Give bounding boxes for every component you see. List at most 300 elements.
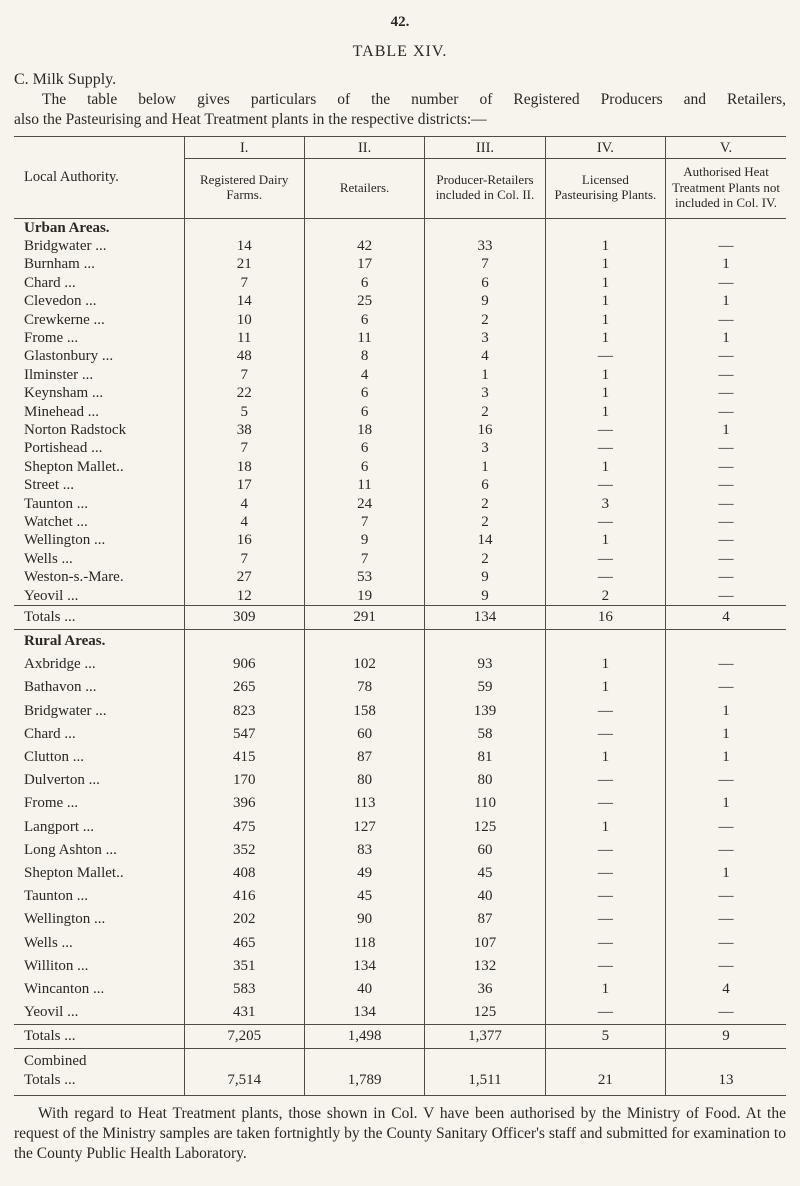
value-cell: 139	[425, 700, 545, 723]
value-cell: 4	[184, 495, 304, 513]
authority-name: Taunton ...	[24, 495, 88, 512]
value-cell: 60	[304, 723, 424, 746]
value-cell: 1	[545, 531, 665, 549]
empty-cell	[666, 218, 786, 237]
value-cell: 40	[425, 885, 545, 908]
value-cell: 80	[304, 769, 424, 792]
value-cell: —	[666, 839, 786, 862]
value-cell: 1	[545, 311, 665, 329]
authority-name: Wellington ...	[24, 532, 106, 549]
value-cell: 81	[425, 746, 545, 769]
value-cell: 5	[184, 403, 304, 421]
authority-name: Minehead ...	[24, 403, 99, 420]
table-row	[14, 769, 786, 792]
value-cell: —	[666, 550, 786, 568]
value-cell: 21	[184, 255, 304, 273]
intro-line-1: The table below gives particulars of the number of Registered Producers and Retailers,	[42, 91, 786, 108]
authority-name: Axbridge ...	[24, 656, 96, 673]
value-cell: 2	[425, 513, 545, 531]
value-cell: 1	[545, 384, 665, 402]
table-row	[14, 531, 786, 549]
value-cell: —	[666, 676, 786, 699]
table-row	[14, 513, 786, 531]
value-cell: 19	[304, 587, 424, 606]
table-row	[14, 653, 786, 676]
table-row	[14, 839, 786, 862]
value-cell: 18	[184, 458, 304, 476]
value-cell: 40	[304, 978, 424, 1001]
value-cell: 2	[545, 587, 665, 606]
value-cell: 42	[304, 237, 424, 255]
value-cell: —	[666, 458, 786, 476]
value-cell: —	[545, 932, 665, 955]
value-cell: 58	[425, 723, 545, 746]
local-authority-header: Local Authority.	[14, 137, 184, 219]
section-title: C. Milk Supply.	[14, 71, 117, 88]
col-numeral-4: IV.	[545, 137, 665, 159]
value-cell: 38	[184, 421, 304, 439]
combined-value-3: 1,511	[425, 1049, 545, 1096]
value-cell: 1	[545, 676, 665, 699]
empty-cell	[425, 630, 545, 654]
value-cell: 396	[184, 792, 304, 815]
table-row	[14, 676, 786, 699]
value-cell: 416	[184, 885, 304, 908]
value-cell: 134	[304, 1001, 424, 1025]
authority-name: Yeovil ...	[24, 587, 79, 604]
empty-cell	[545, 218, 665, 237]
section-label: Urban Areas.	[24, 219, 110, 236]
value-cell: —	[545, 862, 665, 885]
table-row	[14, 458, 786, 476]
value-cell: 125	[425, 1001, 545, 1025]
value-cell: 6	[304, 458, 424, 476]
empty-cell	[184, 218, 304, 237]
table-row	[14, 237, 786, 255]
authority-name: Taunton ...	[24, 888, 88, 905]
authority-name: Shepton Mallet..	[24, 865, 124, 882]
value-cell: 906	[184, 653, 304, 676]
table-row	[14, 476, 786, 494]
value-cell: 11	[304, 476, 424, 494]
value-cell: 583	[184, 978, 304, 1001]
authority-name: Watchet ...	[24, 514, 88, 530]
value-cell: 1	[666, 255, 786, 273]
value-cell: 102	[304, 653, 424, 676]
value-cell: 10	[184, 311, 304, 329]
value-cell: 823	[184, 700, 304, 723]
value-cell: 4	[666, 978, 786, 1001]
table-row	[14, 885, 786, 908]
value-cell: 110	[425, 792, 545, 815]
table-row	[14, 587, 786, 606]
value-cell: 11	[184, 329, 304, 347]
value-cell: 45	[425, 862, 545, 885]
combined-value-4: 21	[545, 1049, 665, 1096]
authority-name: Burnham ...	[24, 256, 95, 273]
value-cell: —	[666, 908, 786, 931]
value-cell: 7	[184, 274, 304, 292]
authority-name: Dulverton ...	[24, 772, 100, 789]
empty-cell	[304, 218, 424, 237]
combined-value-5: 13	[666, 1049, 786, 1096]
value-cell: —	[666, 274, 786, 292]
combined-value-2: 1,789	[304, 1049, 424, 1096]
value-cell: —	[545, 885, 665, 908]
table-row	[14, 978, 786, 1001]
value-cell: —	[666, 587, 786, 606]
value-cell: 1	[545, 816, 665, 839]
value-cell: —	[545, 908, 665, 931]
authority-name: Yeovil ...	[24, 1004, 79, 1021]
value-cell: 14	[425, 531, 545, 549]
value-cell: —	[545, 476, 665, 494]
value-cell: —	[545, 792, 665, 815]
value-cell: 6	[425, 476, 545, 494]
combined-label-line2: Totals ...	[24, 1072, 76, 1089]
table-header	[14, 137, 786, 219]
col-numeral-3: III.	[425, 137, 545, 159]
value-cell: 1	[666, 862, 786, 885]
authority-name: Wells ...	[24, 934, 73, 951]
value-cell: 3	[425, 384, 545, 402]
authority-name: Shepton Mallet..	[24, 458, 124, 475]
col-header-pasteurising: Licensed Pasteurising Plants.	[545, 159, 665, 219]
value-cell: —	[545, 421, 665, 439]
authority-name: Clutton ...	[24, 749, 85, 766]
table-row	[14, 568, 786, 586]
value-cell: 24	[304, 495, 424, 513]
value-cell: 113	[304, 792, 424, 815]
value-cell: —	[666, 347, 786, 365]
combined-totals-section	[14, 1049, 786, 1096]
empty-cell	[304, 630, 424, 654]
value-cell: 9	[425, 587, 545, 606]
section-label: Rural Areas.	[24, 633, 106, 650]
value-cell: 3	[545, 495, 665, 513]
authority-name: Norton Radstock	[24, 421, 127, 438]
col-header-retailers: Retailers.	[304, 159, 424, 219]
value-cell: —	[666, 495, 786, 513]
table-row	[14, 366, 786, 384]
value-cell: 1	[545, 746, 665, 769]
value-cell: 17	[304, 255, 424, 273]
value-cell: 12	[184, 587, 304, 606]
value-cell: 4	[425, 347, 545, 365]
col-header-dairy-farms: Registered Dairy Farms.	[184, 159, 304, 219]
value-cell: 2	[425, 311, 545, 329]
table-row	[14, 439, 786, 457]
value-cell: 18	[304, 421, 424, 439]
combined-totals-label	[14, 1049, 184, 1096]
authority-name: Bathavon ...	[24, 679, 97, 696]
value-cell: 125	[425, 816, 545, 839]
authority-name: Bridgwater ...	[24, 702, 107, 719]
value-cell: 8	[304, 347, 424, 365]
page-number: 42.	[390, 14, 410, 30]
value-cell: 6	[304, 439, 424, 457]
totals-value: 1,377	[425, 1025, 545, 1049]
value-cell: 7	[304, 550, 424, 568]
table-row	[14, 932, 786, 955]
table-row	[14, 384, 786, 402]
value-cell: —	[666, 366, 786, 384]
value-cell: 33	[425, 237, 545, 255]
authority-name: Frome ...	[24, 795, 79, 812]
value-cell: 1	[425, 366, 545, 384]
empty-cell	[666, 630, 786, 654]
authority-name: Bridgwater ...	[24, 237, 107, 254]
value-cell: —	[666, 311, 786, 329]
value-cell: 2	[425, 550, 545, 568]
table-row	[14, 792, 786, 815]
value-cell: —	[666, 769, 786, 792]
value-cell: 202	[184, 908, 304, 931]
value-cell: 408	[184, 862, 304, 885]
table-row	[14, 1001, 786, 1025]
col-numeral-5: V.	[666, 137, 786, 159]
value-cell: 1	[545, 978, 665, 1001]
authority-name: Crewkerne ...	[24, 311, 105, 328]
totals-row	[14, 1025, 786, 1049]
value-cell: —	[545, 568, 665, 586]
urban-areas-section	[14, 218, 786, 630]
authority-name: Wells ...	[24, 550, 73, 567]
value-cell: 1	[545, 653, 665, 676]
totals-value: 7,205	[184, 1025, 304, 1049]
value-cell: 16	[425, 421, 545, 439]
value-cell: 1	[425, 458, 545, 476]
value-cell: 4	[184, 513, 304, 531]
value-cell: 1	[545, 329, 665, 347]
combined-totals-row	[14, 1049, 786, 1096]
value-cell: 59	[425, 676, 545, 699]
value-cell: 1	[666, 421, 786, 439]
value-cell: —	[666, 932, 786, 955]
value-cell: 6	[304, 384, 424, 402]
totals-label: Totals ...	[14, 1025, 184, 1049]
numeral-row	[14, 137, 786, 159]
table-row	[14, 816, 786, 839]
value-cell: 1	[666, 292, 786, 310]
value-cell: 90	[304, 908, 424, 931]
table-row	[14, 311, 786, 329]
authority-name: Chard ...	[24, 274, 76, 291]
value-cell: —	[545, 513, 665, 531]
table-row	[14, 292, 786, 310]
value-cell: 1	[545, 274, 665, 292]
totals-value: 9	[666, 1025, 786, 1049]
table-caption: TABLE XIV.	[352, 43, 448, 60]
value-cell: 1	[545, 458, 665, 476]
totals-row	[14, 606, 786, 630]
col-numeral-1: I.	[184, 137, 304, 159]
value-cell: —	[666, 568, 786, 586]
value-cell: 475	[184, 816, 304, 839]
table-row	[14, 274, 786, 292]
value-cell: 3	[425, 329, 545, 347]
table-row	[14, 403, 786, 421]
value-cell: —	[666, 1001, 786, 1025]
value-cell: 87	[425, 908, 545, 931]
value-cell: 2	[425, 495, 545, 513]
value-cell: 1	[545, 366, 665, 384]
totals-value: 4	[666, 606, 786, 630]
value-cell: —	[545, 839, 665, 862]
value-cell: 4	[304, 366, 424, 384]
value-cell: —	[666, 476, 786, 494]
totals-value: 5	[545, 1025, 665, 1049]
value-cell: 17	[184, 476, 304, 494]
col-header-producer-retailers: Producer-Retailers included in Col. II.	[425, 159, 545, 219]
authority-name: Williton ...	[24, 957, 89, 974]
value-cell: 53	[304, 568, 424, 586]
value-cell: 83	[304, 839, 424, 862]
col-numeral-2: II.	[304, 137, 424, 159]
value-cell: —	[545, 347, 665, 365]
value-cell: 60	[425, 839, 545, 862]
value-cell: 118	[304, 932, 424, 955]
table-row	[14, 862, 786, 885]
table-row	[14, 700, 786, 723]
value-cell: 9	[425, 292, 545, 310]
value-cell: 3	[425, 439, 545, 457]
authority-name: Ilminster ...	[24, 366, 94, 383]
value-cell: —	[666, 403, 786, 421]
value-cell: 1	[545, 237, 665, 255]
value-cell: 431	[184, 1001, 304, 1025]
value-cell: —	[666, 237, 786, 255]
intro-line-2: also the Pasteurising and Heat Treatment plants in the respective districts:—	[14, 111, 487, 128]
value-cell: 78	[304, 676, 424, 699]
value-cell: 1	[545, 292, 665, 310]
value-cell: —	[666, 513, 786, 531]
empty-cell	[545, 630, 665, 654]
table-row	[14, 908, 786, 931]
totals-value: 16	[545, 606, 665, 630]
value-cell: 158	[304, 700, 424, 723]
empty-cell	[184, 630, 304, 654]
value-cell: 93	[425, 653, 545, 676]
value-cell: 48	[184, 347, 304, 365]
totals-value: 309	[184, 606, 304, 630]
value-cell: 1	[666, 329, 786, 347]
authority-name: Glastonbury ...	[24, 348, 114, 365]
value-cell: 1	[666, 700, 786, 723]
combined-value-1: 7,514	[184, 1049, 304, 1096]
value-cell: —	[666, 384, 786, 402]
value-cell: —	[545, 439, 665, 457]
value-cell: 1	[666, 723, 786, 746]
totals-value: 1,498	[304, 1025, 424, 1049]
authority-name: Wellington ...	[24, 911, 106, 928]
value-cell: —	[545, 550, 665, 568]
value-cell: 7	[184, 366, 304, 384]
value-cell: —	[545, 723, 665, 746]
value-cell: 2	[425, 403, 545, 421]
value-cell: —	[666, 439, 786, 457]
value-cell: 127	[304, 816, 424, 839]
value-cell: 6	[304, 403, 424, 421]
authority-name: Keynsham ...	[24, 385, 104, 402]
totals-value: 134	[425, 606, 545, 630]
value-cell: 7	[425, 255, 545, 273]
value-cell: 352	[184, 839, 304, 862]
value-cell: 7	[184, 439, 304, 457]
value-cell: 36	[425, 978, 545, 1001]
value-cell: 49	[304, 862, 424, 885]
table-row	[14, 746, 786, 769]
authority-name: Chard ...	[24, 725, 76, 742]
table-row	[14, 495, 786, 513]
value-cell: —	[666, 653, 786, 676]
value-cell: —	[545, 1001, 665, 1025]
table-row	[14, 329, 786, 347]
value-cell: 351	[184, 955, 304, 978]
value-cell: 80	[425, 769, 545, 792]
authority-name: Langport ...	[24, 818, 94, 835]
value-cell: 16	[184, 531, 304, 549]
authority-name: Clevedon ...	[24, 293, 97, 310]
value-cell: 25	[304, 292, 424, 310]
value-cell: 22	[184, 384, 304, 402]
combined-label-line1: Combined	[24, 1053, 87, 1070]
value-cell: 1	[545, 403, 665, 421]
value-cell: 7	[184, 550, 304, 568]
authority-name: Long Ashton ...	[24, 841, 117, 858]
table-row	[14, 421, 786, 439]
value-cell: —	[666, 816, 786, 839]
value-cell: 134	[304, 955, 424, 978]
value-cell: 415	[184, 746, 304, 769]
value-cell: 11	[304, 329, 424, 347]
value-cell: 14	[184, 237, 304, 255]
value-cell: 14	[184, 292, 304, 310]
milk-supply-table	[14, 136, 786, 1096]
value-cell: 87	[304, 746, 424, 769]
value-cell: 27	[184, 568, 304, 586]
value-cell: —	[666, 955, 786, 978]
value-cell: 547	[184, 723, 304, 746]
value-cell: 6	[304, 311, 424, 329]
value-cell: 1	[666, 792, 786, 815]
value-cell: 265	[184, 676, 304, 699]
authority-name: Street ...	[24, 477, 74, 494]
authority-name: Wincanton ...	[24, 981, 105, 998]
section-label-row	[14, 218, 786, 237]
value-cell: 465	[184, 932, 304, 955]
col-header-heat-treatment: Authorised Heat Treatment Plants not included in Col. IV.	[666, 159, 786, 219]
value-cell: —	[545, 769, 665, 792]
section-label-row	[14, 630, 786, 654]
authority-name: Frome ...	[24, 329, 79, 346]
value-cell: —	[545, 955, 665, 978]
value-cell: 6	[304, 274, 424, 292]
table-row	[14, 255, 786, 273]
rural-areas-section	[14, 630, 786, 1049]
value-cell: —	[545, 700, 665, 723]
value-cell: —	[666, 531, 786, 549]
totals-label: Totals ...	[14, 606, 184, 630]
totals-value: 291	[304, 606, 424, 630]
table-row	[14, 550, 786, 568]
value-cell: —	[666, 885, 786, 908]
value-cell: 1	[666, 746, 786, 769]
value-cell: 1	[545, 255, 665, 273]
table-row	[14, 347, 786, 365]
authority-name: Portishead ...	[24, 440, 103, 457]
value-cell: 9	[304, 531, 424, 549]
